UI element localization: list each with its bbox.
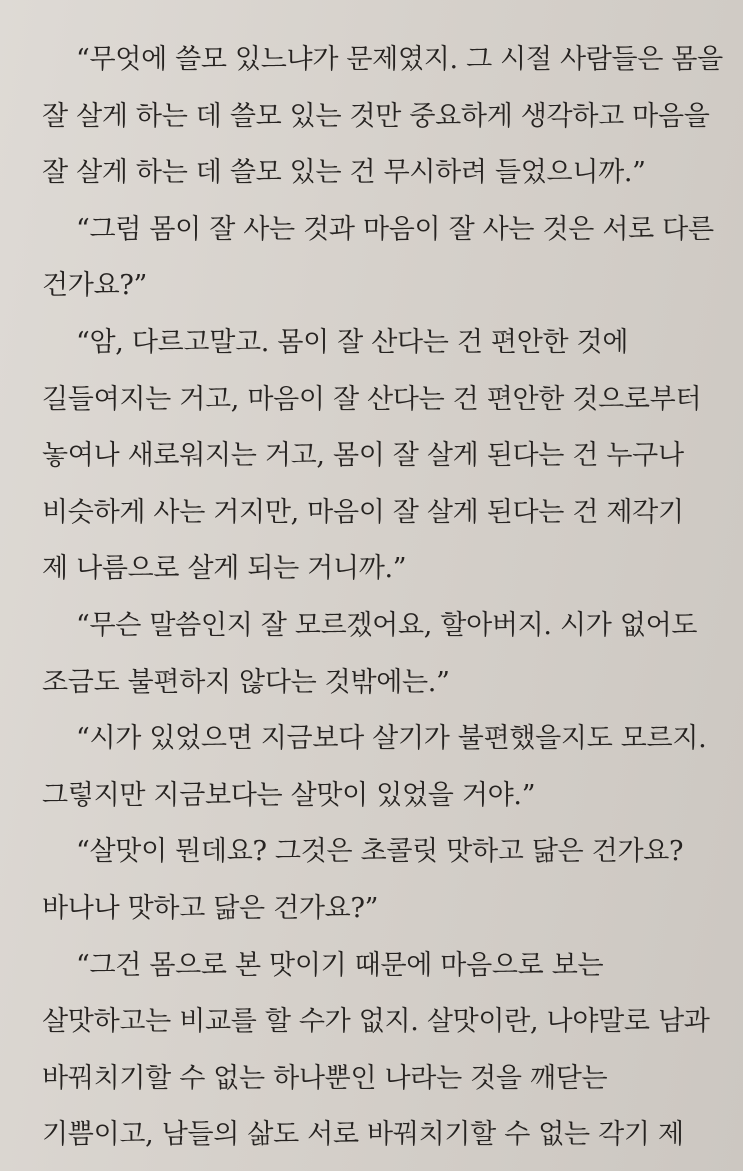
text-line: 건가요?” [42, 270, 148, 302]
text-line: 바나나 맛하고 닮은 건가요?” [42, 892, 379, 924]
text-line: “시가 있었으면 지금보다 살기가 불편했을지도 모르지. [76, 723, 707, 755]
text-line: 제 나름으로 살게 되는 거니까.” [42, 553, 407, 585]
body-text [42, 32, 723, 1164]
text-line: “무엇에 쓸모 있느냐가 문제였지. 그 시절 사람들은 몸을 [76, 44, 723, 75]
text-line: “그럼 몸이 잘 사는 것과 마음이 잘 사는 것은 서로 다른 [76, 213, 714, 245]
text-line: 놓여나 새로워지는 거고, 몸이 잘 살게 된다는 건 누구나 [42, 440, 684, 472]
text-line: 그렇지만 지금보다는 살맛이 있었을 거야.” [42, 779, 536, 811]
text-line: 잘 살게 하는 데 쓸모 있는 것만 중요하게 생각하고 마음을 [42, 100, 710, 132]
text-line: “암, 다르고말고. 몸이 잘 산다는 건 편안한 것에 [76, 326, 629, 358]
text-line: 바꿔치기할 수 없는 하나뿐인 나라는 것을 깨닫는 [42, 1062, 608, 1094]
text-line: 살맛하고는 비교를 할 수가 없지. 살맛이란, 나야말로 남과 [42, 1006, 710, 1038]
text-line: “살맛이 뭔데요? 그것은 초콜릿 맛하고 닮은 건가요? [76, 836, 684, 868]
text-line: 잘 살게 하는 데 쓸모 있는 건 무시하려 들었으니까.” [42, 157, 646, 189]
text-line: 길들여지는 거고, 마음이 잘 산다는 건 편안한 것으로부터 [42, 383, 702, 415]
text-line: “그건 몸으로 본 맛이기 때문에 마음으로 보는 [76, 949, 604, 981]
text-line: 기쁨이고, 남들의 삶도 서로 바꿔치기할 수 없는 각기 제 [42, 1119, 684, 1151]
text-line: 조금도 불편하지 않다는 것밖에는.” [42, 666, 450, 698]
text-line: 비슷하게 사는 거지만, 마음이 잘 살게 된다는 건 제각기 [42, 496, 684, 528]
text-line: “무슨 말씀인지 잘 모르겠어요, 할아버지. 시가 없어도 [76, 609, 698, 641]
